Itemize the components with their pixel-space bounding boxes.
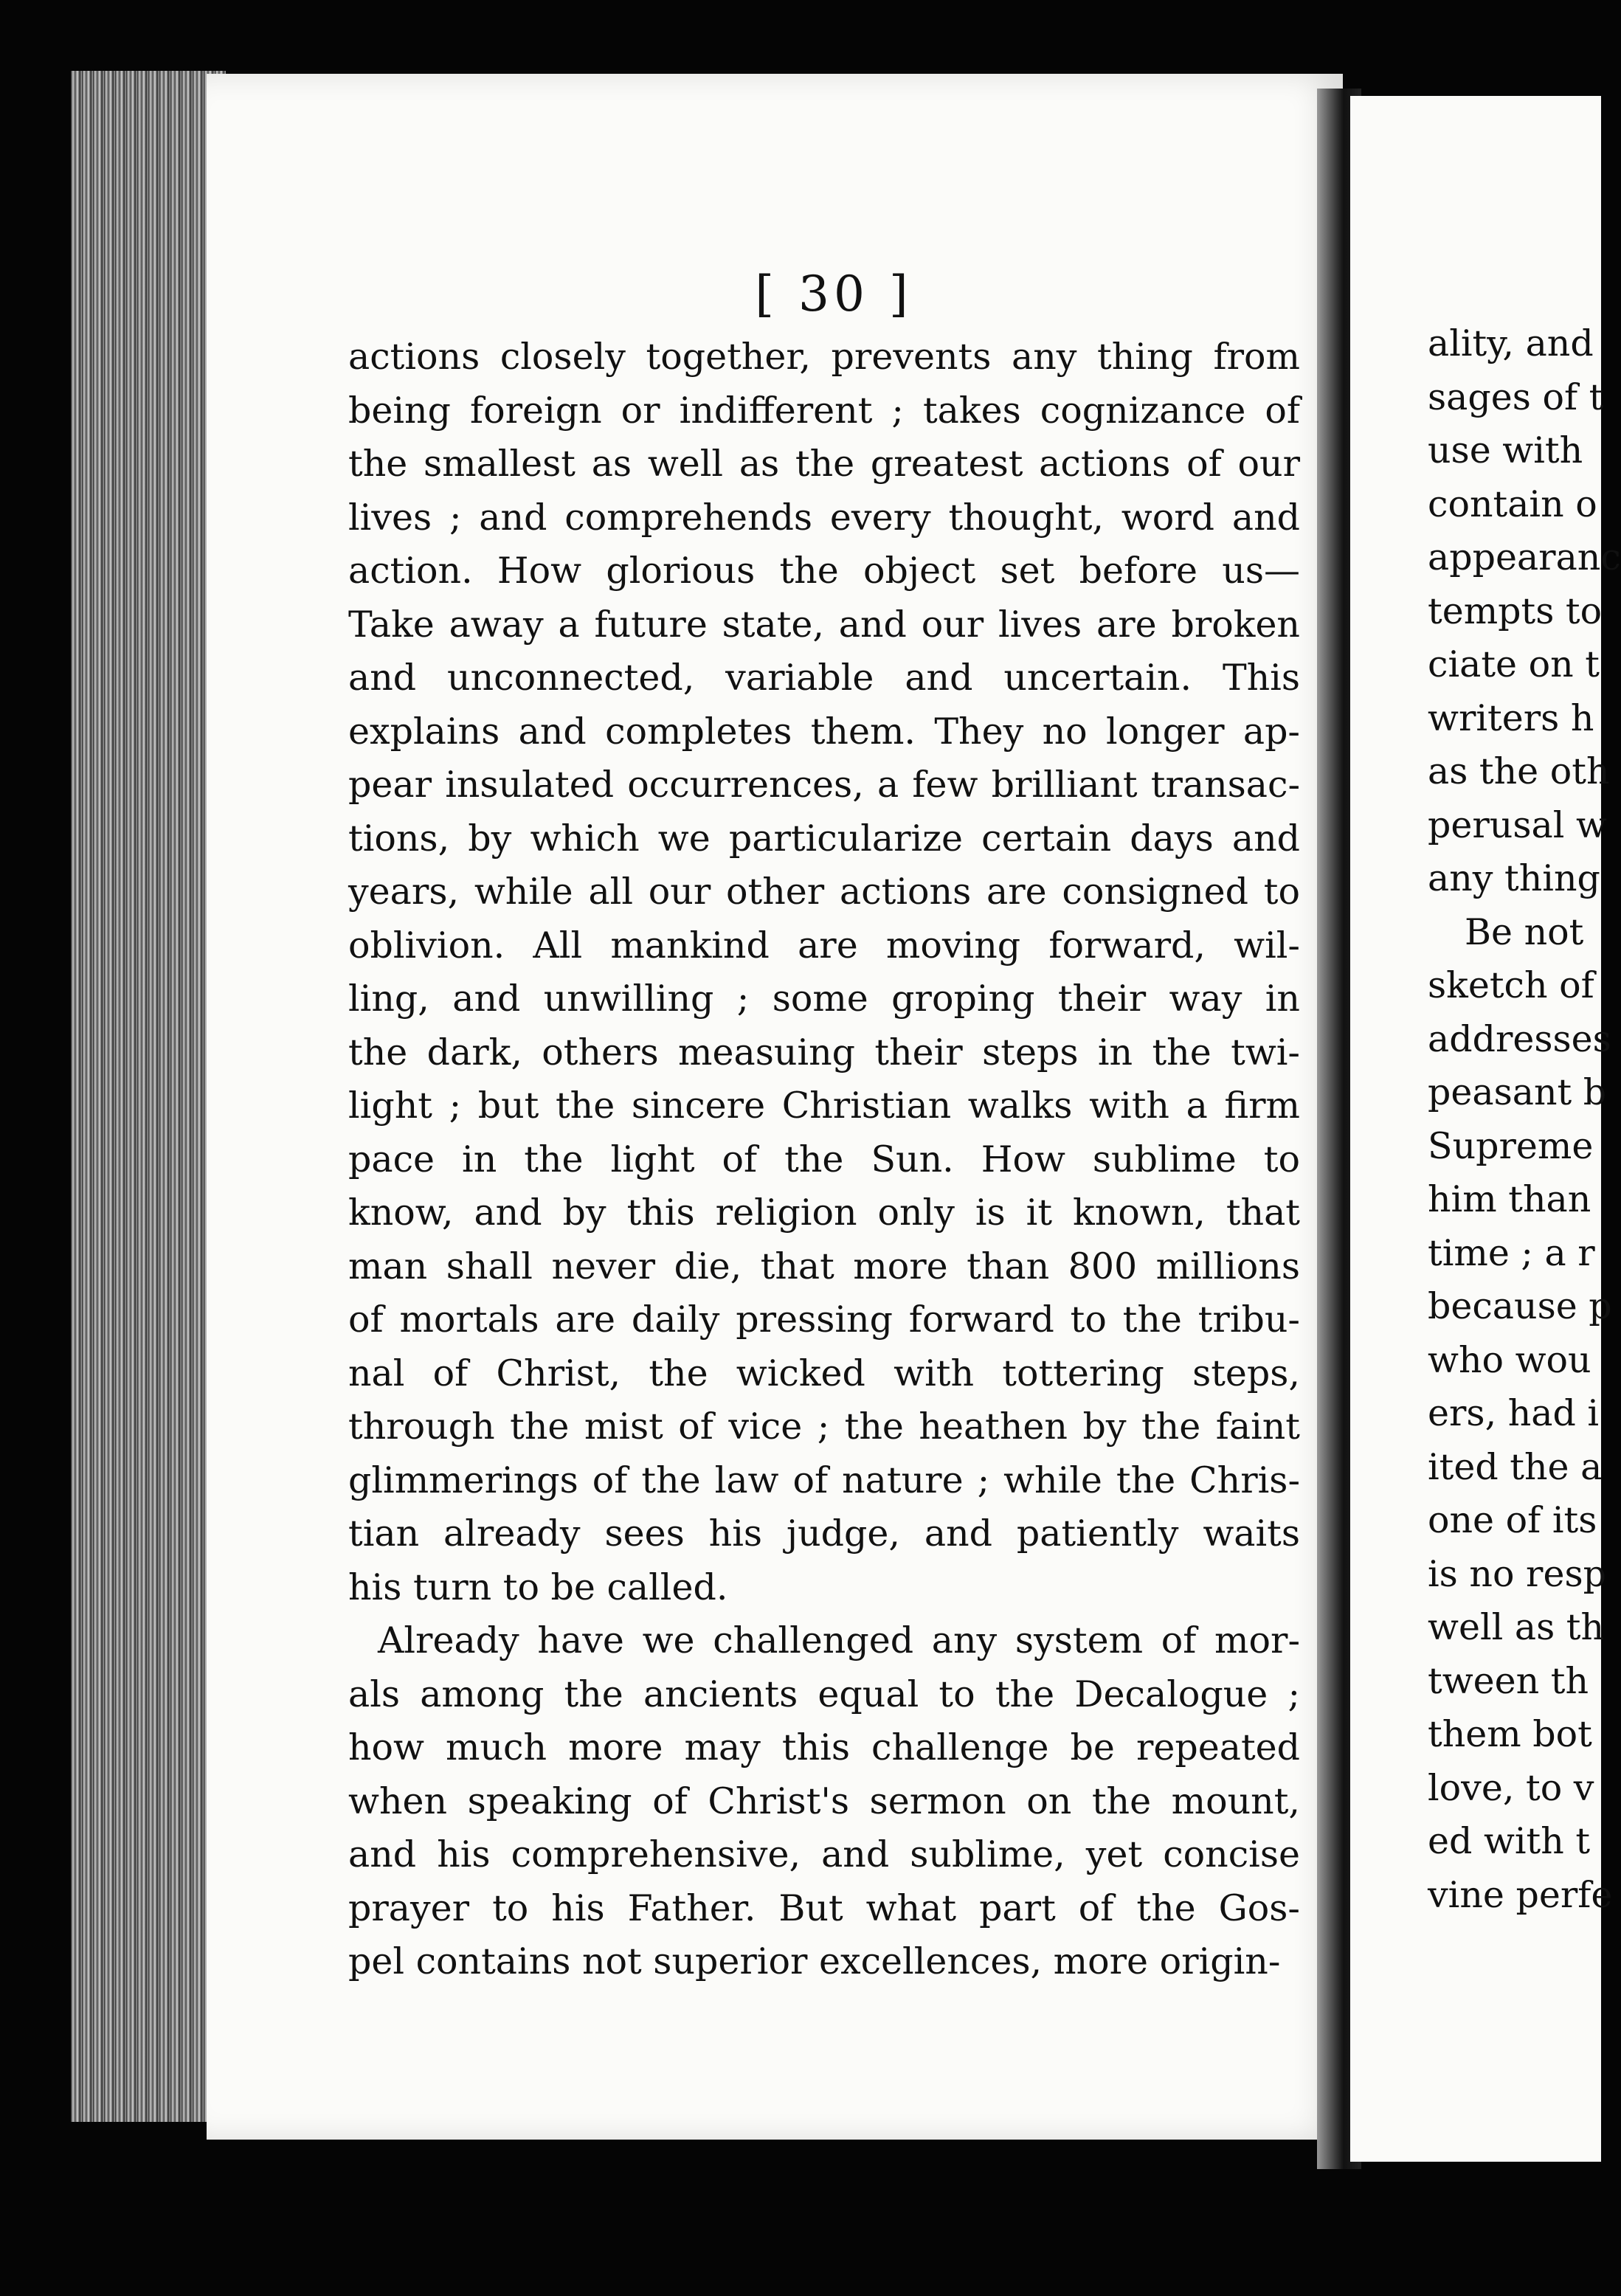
text-line: pel contains not superior excellences, more origin- <box>348 1940 1281 1982</box>
text-line: how much more may this challenge be repeated <box>348 1726 1300 1768</box>
text-line: lives ; and comprehends every thought, word and <box>348 496 1300 539</box>
text-line: ling, and unwilling ; some groping their way in <box>348 978 1300 1020</box>
text-line: ciate on t <box>1428 643 1600 685</box>
text-line: know, and by this religion only is it known, that <box>348 1192 1300 1234</box>
text-line: peasant b <box>1428 1071 1607 1113</box>
left-page-text <box>348 331 1300 1989</box>
text-line: glimmerings of the law of nature ; while the Chris- <box>348 1459 1300 1501</box>
text-line: of mortals are daily pressing forward to the tribu- <box>348 1299 1300 1341</box>
text-line: writers h <box>1428 696 1594 739</box>
text-line: and his comprehensive, and sublime, yet concise <box>348 1833 1300 1875</box>
text-line: contain o <box>1428 483 1597 525</box>
text-line: time ; a r <box>1428 1231 1595 1274</box>
text-line: tian already sees his judge, and patiently waits <box>348 1512 1300 1555</box>
text-line: years, while all our other actions are consigned to <box>348 871 1300 913</box>
text-line: because p <box>1428 1285 1612 1327</box>
text-line: them bot <box>1428 1713 1592 1755</box>
text-line: perusal w <box>1428 803 1607 846</box>
text-line: nal of Christ, the wicked with tottering steps, <box>348 1352 1300 1394</box>
text-line: Take away a future state, and our lives are broken <box>348 603 1300 646</box>
text-line: through the mist of vice ; the heathen by the faint <box>348 1405 1300 1448</box>
text-line: Be not <box>1465 910 1584 953</box>
text-line: pace in the light of the Sun. How sublime to <box>348 1138 1300 1180</box>
page-edges <box>71 71 226 2122</box>
text-line: love, to v <box>1428 1766 1594 1809</box>
page-number-header: [ 30 ] <box>755 266 913 322</box>
text-line: one of its <box>1428 1499 1597 1541</box>
text-line: who wou <box>1428 1338 1591 1381</box>
text-line: actions closely together, prevents any thing from <box>348 336 1300 378</box>
text-line: as the oth <box>1428 750 1610 792</box>
text-line: addresses <box>1428 1017 1611 1060</box>
text-line: Already have we challenged any system of mor- <box>378 1619 1300 1662</box>
text-line: the dark, others measuing their steps in the twi- <box>348 1031 1300 1073</box>
right-page-text <box>1428 317 1621 1922</box>
text-line: man shall never die, that more than 800 millions <box>348 1245 1300 1287</box>
text-line: ed with t <box>1428 1820 1591 1862</box>
text-line: pear insulated occurrences, a few brilliant transac- <box>348 764 1300 806</box>
text-line: his turn to be called. <box>348 1566 728 1608</box>
text-line: prayer to his Father. But what part of the Gos- <box>348 1887 1300 1929</box>
text-line: and unconnected, variable and uncertain. This <box>348 657 1300 699</box>
text-line: ality, and <box>1428 322 1594 364</box>
text-line: the smallest as well as the greatest actions of our <box>348 443 1300 485</box>
text-line: any thing <box>1428 857 1600 899</box>
text-line: sages of t <box>1428 376 1604 418</box>
text-line: tween th <box>1428 1659 1589 1702</box>
text-line: is no resp <box>1428 1552 1606 1595</box>
text-line: tempts to <box>1428 589 1603 632</box>
text-line: action. How glorious the object set before us— <box>348 550 1300 592</box>
text-line: light ; but the sincere Christian walks with a firm <box>348 1085 1300 1127</box>
text-line: being foreign or indifferent ; takes cognizance of <box>348 389 1300 432</box>
text-line: sketch of <box>1428 964 1594 1006</box>
text-line: well as th <box>1428 1606 1605 1648</box>
text-line: appearanc <box>1428 536 1621 578</box>
text-line: vine perfe <box>1428 1873 1613 1916</box>
text-line: Supreme <box>1428 1124 1594 1167</box>
text-line: ers, had i <box>1428 1392 1600 1434</box>
text-line: tions, by which we particularize certain days and <box>348 817 1300 860</box>
text-line: oblivion. All mankind are moving forward, wil- <box>348 924 1300 967</box>
text-line: him than <box>1428 1178 1591 1220</box>
text-line: ited the a <box>1428 1445 1603 1488</box>
text-line: explains and completes them. They no longer ap- <box>348 710 1300 753</box>
text-line: use with <box>1428 429 1583 471</box>
text-line: als among the ancients equal to the Decalogue ; <box>348 1673 1300 1715</box>
text-line: when speaking of Christ's sermon on the mount, <box>348 1780 1300 1822</box>
